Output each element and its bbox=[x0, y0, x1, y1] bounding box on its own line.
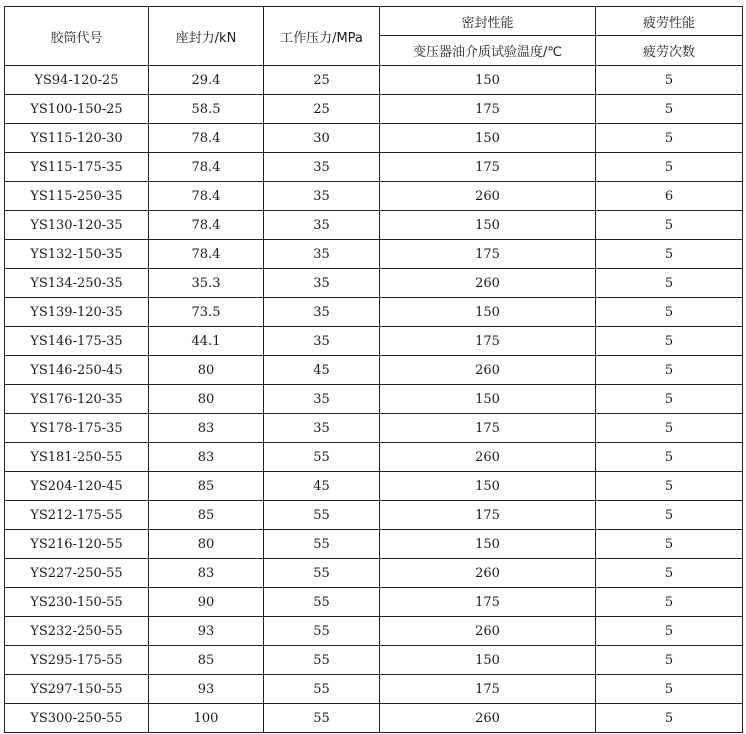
cell-fatigue-cycles: 5 bbox=[596, 646, 743, 675]
cell-working-pressure: 55 bbox=[264, 704, 380, 733]
cell-code: YS297-150-55 bbox=[5, 675, 149, 704]
header-seat-force: 座封力/kN bbox=[149, 7, 264, 66]
cell-seat-force: 80 bbox=[149, 385, 264, 414]
cell-seat-force: 73.5 bbox=[149, 298, 264, 327]
cell-fatigue-cycles: 5 bbox=[596, 124, 743, 153]
cell-fatigue-cycles: 5 bbox=[596, 298, 743, 327]
cell-seat-force: 85 bbox=[149, 472, 264, 501]
packer-spec-table bbox=[4, 6, 743, 733]
cell-seat-force: 90 bbox=[149, 588, 264, 617]
table-row bbox=[5, 182, 743, 211]
cell-code: YS232-250-55 bbox=[5, 617, 149, 646]
cell-test-temperature: 150 bbox=[380, 298, 596, 327]
cell-test-temperature: 150 bbox=[380, 530, 596, 559]
cell-seat-force: 83 bbox=[149, 559, 264, 588]
table-row bbox=[5, 211, 743, 240]
cell-fatigue-cycles: 5 bbox=[596, 327, 743, 356]
cell-seat-force: 78.4 bbox=[149, 240, 264, 269]
cell-fatigue-cycles: 5 bbox=[596, 414, 743, 443]
header-working-pressure: 工作压力/MPa bbox=[264, 7, 380, 66]
cell-seat-force: 93 bbox=[149, 617, 264, 646]
cell-seat-force: 100 bbox=[149, 704, 264, 733]
table-row bbox=[5, 675, 743, 704]
cell-working-pressure: 55 bbox=[264, 646, 380, 675]
cell-test-temperature: 260 bbox=[380, 356, 596, 385]
table-row bbox=[5, 356, 743, 385]
cell-code: YS130-120-35 bbox=[5, 211, 149, 240]
cell-fatigue-cycles: 5 bbox=[596, 95, 743, 124]
cell-test-temperature: 150 bbox=[380, 385, 596, 414]
table-header-row bbox=[5, 7, 743, 36]
cell-fatigue-cycles: 5 bbox=[596, 617, 743, 646]
cell-seat-force: 78.4 bbox=[149, 211, 264, 240]
table-row bbox=[5, 617, 743, 646]
cell-working-pressure: 35 bbox=[264, 269, 380, 298]
cell-test-temperature: 260 bbox=[380, 182, 596, 211]
cell-code: YS100-150-25 bbox=[5, 95, 149, 124]
table-body bbox=[5, 66, 743, 733]
cell-code: YS295-175-55 bbox=[5, 646, 149, 675]
cell-working-pressure: 55 bbox=[264, 675, 380, 704]
cell-fatigue-cycles: 5 bbox=[596, 675, 743, 704]
cell-code: YS94-120-25 bbox=[5, 66, 149, 95]
cell-test-temperature: 150 bbox=[380, 124, 596, 153]
cell-code: YS139-120-35 bbox=[5, 298, 149, 327]
table-row bbox=[5, 530, 743, 559]
cell-working-pressure: 35 bbox=[264, 182, 380, 211]
cell-code: YS181-250-55 bbox=[5, 443, 149, 472]
cell-fatigue-cycles: 6 bbox=[596, 182, 743, 211]
cell-working-pressure: 35 bbox=[264, 211, 380, 240]
table-row bbox=[5, 153, 743, 182]
cell-fatigue-cycles: 5 bbox=[596, 211, 743, 240]
table-row bbox=[5, 95, 743, 124]
cell-test-temperature: 260 bbox=[380, 559, 596, 588]
cell-working-pressure: 35 bbox=[264, 298, 380, 327]
cell-test-temperature: 175 bbox=[380, 588, 596, 617]
table-row bbox=[5, 588, 743, 617]
cell-fatigue-cycles: 5 bbox=[596, 443, 743, 472]
cell-working-pressure: 55 bbox=[264, 530, 380, 559]
cell-code: YS132-150-35 bbox=[5, 240, 149, 269]
cell-fatigue-cycles: 5 bbox=[596, 704, 743, 733]
cell-fatigue-cycles: 5 bbox=[596, 559, 743, 588]
cell-code: YS146-175-35 bbox=[5, 327, 149, 356]
table-row bbox=[5, 704, 743, 733]
table-row bbox=[5, 269, 743, 298]
cell-fatigue-cycles: 5 bbox=[596, 356, 743, 385]
cell-fatigue-cycles: 5 bbox=[596, 385, 743, 414]
cell-test-temperature: 175 bbox=[380, 675, 596, 704]
cell-working-pressure: 55 bbox=[264, 559, 380, 588]
cell-fatigue-cycles: 5 bbox=[596, 472, 743, 501]
cell-test-temperature: 175 bbox=[380, 327, 596, 356]
cell-test-temperature: 260 bbox=[380, 269, 596, 298]
cell-test-temperature: 260 bbox=[380, 704, 596, 733]
cell-test-temperature: 175 bbox=[380, 240, 596, 269]
table-row bbox=[5, 472, 743, 501]
cell-test-temperature: 260 bbox=[380, 443, 596, 472]
cell-test-temperature: 260 bbox=[380, 617, 596, 646]
cell-test-temperature: 175 bbox=[380, 414, 596, 443]
cell-code: YS178-175-35 bbox=[5, 414, 149, 443]
table-row bbox=[5, 124, 743, 153]
cell-working-pressure: 35 bbox=[264, 240, 380, 269]
cell-code: YS300-250-55 bbox=[5, 704, 149, 733]
cell-test-temperature: 150 bbox=[380, 66, 596, 95]
cell-working-pressure: 25 bbox=[264, 95, 380, 124]
header-fatigue-cycles: 疲劳次数 bbox=[596, 36, 743, 66]
cell-fatigue-cycles: 5 bbox=[596, 269, 743, 298]
cell-working-pressure: 35 bbox=[264, 153, 380, 182]
cell-seat-force: 85 bbox=[149, 646, 264, 675]
cell-fatigue-cycles: 5 bbox=[596, 501, 743, 530]
cell-seat-force: 80 bbox=[149, 356, 264, 385]
cell-fatigue-cycles: 5 bbox=[596, 530, 743, 559]
cell-working-pressure: 45 bbox=[264, 472, 380, 501]
table-row bbox=[5, 501, 743, 530]
cell-seat-force: 83 bbox=[149, 443, 264, 472]
table-row bbox=[5, 327, 743, 356]
cell-working-pressure: 25 bbox=[264, 66, 380, 95]
cell-seat-force: 78.4 bbox=[149, 182, 264, 211]
cell-test-temperature: 150 bbox=[380, 472, 596, 501]
cell-test-temperature: 175 bbox=[380, 95, 596, 124]
cell-working-pressure: 35 bbox=[264, 414, 380, 443]
cell-working-pressure: 55 bbox=[264, 443, 380, 472]
cell-fatigue-cycles: 5 bbox=[596, 153, 743, 182]
header-code: 胶筒代号 bbox=[5, 7, 149, 66]
cell-seat-force: 44.1 bbox=[149, 327, 264, 356]
header-seal-performance: 密封性能 bbox=[380, 7, 596, 36]
cell-seat-force: 58.5 bbox=[149, 95, 264, 124]
cell-code: YS115-175-35 bbox=[5, 153, 149, 182]
cell-code: YS204-120-45 bbox=[5, 472, 149, 501]
cell-seat-force: 29.4 bbox=[149, 66, 264, 95]
cell-code: YS176-120-35 bbox=[5, 385, 149, 414]
table-row bbox=[5, 385, 743, 414]
cell-code: YS134-250-35 bbox=[5, 269, 149, 298]
cell-seat-force: 78.4 bbox=[149, 153, 264, 182]
cell-test-temperature: 175 bbox=[380, 153, 596, 182]
cell-working-pressure: 55 bbox=[264, 501, 380, 530]
cell-seat-force: 80 bbox=[149, 530, 264, 559]
cell-seat-force: 85 bbox=[149, 501, 264, 530]
header-oil-test-temperature: 变压器油介质试验温度/℃ bbox=[380, 36, 596, 66]
table-row bbox=[5, 559, 743, 588]
table-row bbox=[5, 646, 743, 675]
cell-seat-force: 35.3 bbox=[149, 269, 264, 298]
cell-code: YS227-250-55 bbox=[5, 559, 149, 588]
table-row bbox=[5, 298, 743, 327]
cell-seat-force: 93 bbox=[149, 675, 264, 704]
cell-working-pressure: 35 bbox=[264, 327, 380, 356]
cell-fatigue-cycles: 5 bbox=[596, 588, 743, 617]
table-row bbox=[5, 414, 743, 443]
cell-fatigue-cycles: 5 bbox=[596, 240, 743, 269]
cell-working-pressure: 55 bbox=[264, 617, 380, 646]
cell-code: YS146-250-45 bbox=[5, 356, 149, 385]
cell-code: YS115-120-30 bbox=[5, 124, 149, 153]
cell-working-pressure: 55 bbox=[264, 588, 380, 617]
cell-code: YS216-120-55 bbox=[5, 530, 149, 559]
cell-seat-force: 78.4 bbox=[149, 124, 264, 153]
table-row bbox=[5, 240, 743, 269]
cell-seat-force: 83 bbox=[149, 414, 264, 443]
header-fatigue-performance: 疲劳性能 bbox=[596, 7, 743, 36]
table-row bbox=[5, 443, 743, 472]
cell-fatigue-cycles: 5 bbox=[596, 66, 743, 95]
table-row bbox=[5, 66, 743, 95]
cell-test-temperature: 150 bbox=[380, 211, 596, 240]
cell-working-pressure: 30 bbox=[264, 124, 380, 153]
cell-test-temperature: 175 bbox=[380, 501, 596, 530]
cell-code: YS115-250-35 bbox=[5, 182, 149, 211]
cell-code: YS230-150-55 bbox=[5, 588, 149, 617]
cell-working-pressure: 35 bbox=[264, 385, 380, 414]
cell-working-pressure: 45 bbox=[264, 356, 380, 385]
cell-code: YS212-175-55 bbox=[5, 501, 149, 530]
cell-test-temperature: 150 bbox=[380, 646, 596, 675]
